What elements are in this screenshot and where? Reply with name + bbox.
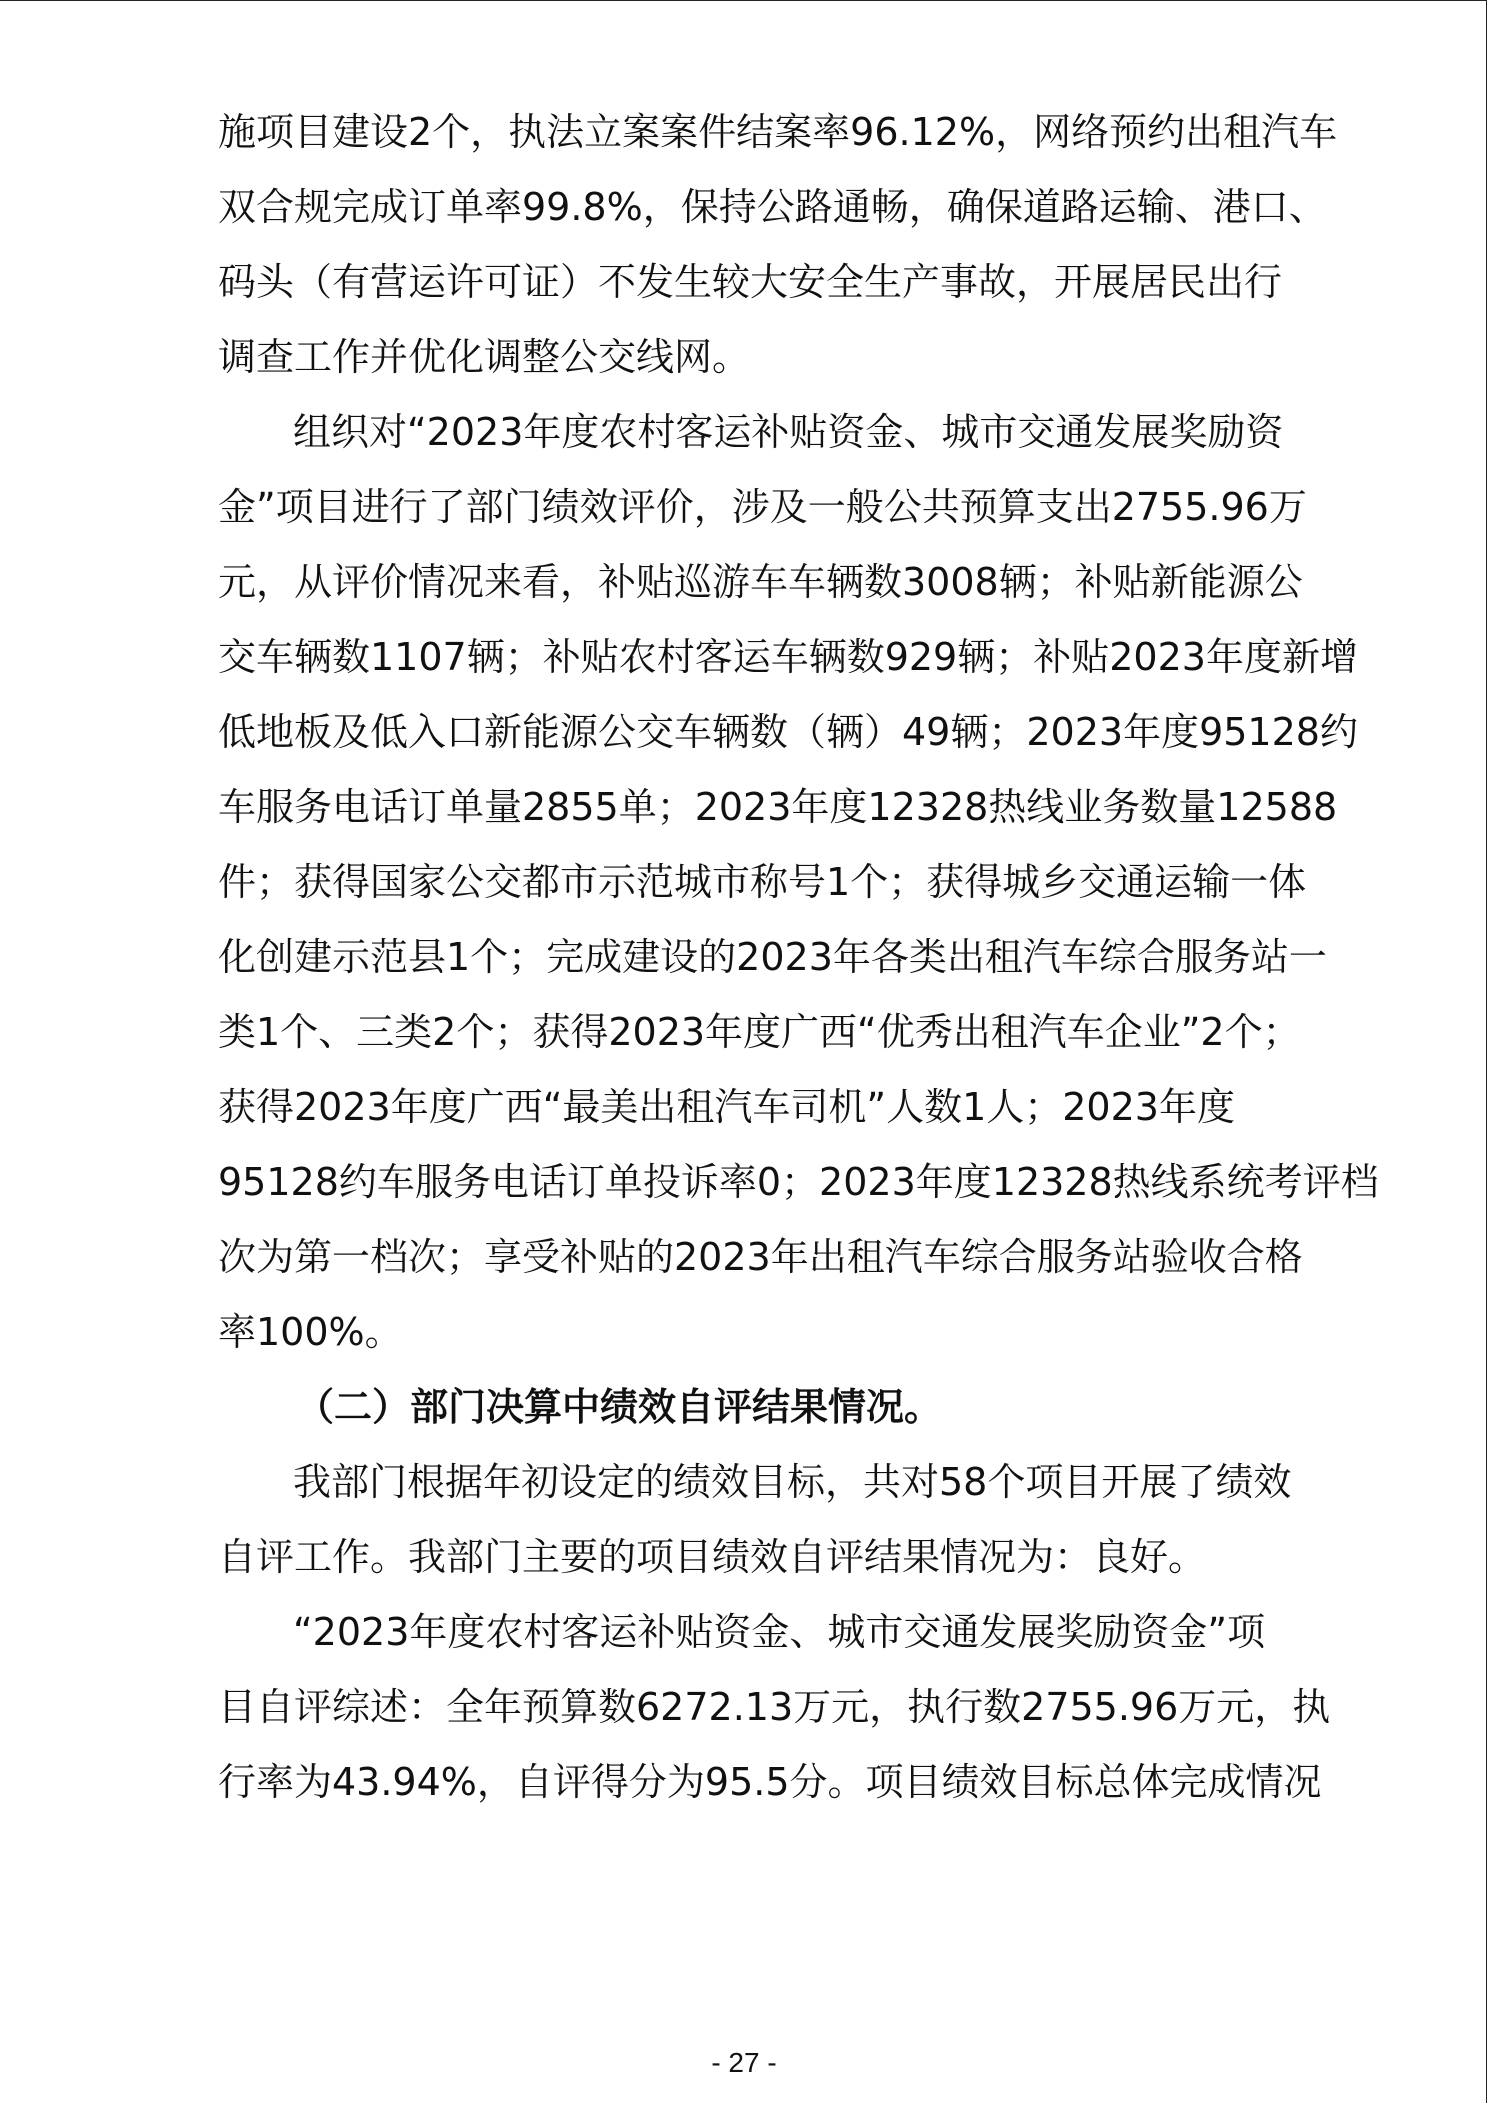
section-heading: （二）部门决算中绩效自评结果情况。: [296, 1385, 943, 1429]
paragraph-line: 组织对“2023年度农村客运补贴资金、城市交通发展奖励资: [293, 410, 1284, 454]
paragraph-line: 件；获得国家公交都市示范城市称号1个；获得城乡交通运输一体: [218, 860, 1307, 904]
paragraph-line: 化创建示范县1个；完成建设的2023年各类出租汽车综合服务站一: [218, 935, 1327, 979]
paragraph-line: 我部门根据年初设定的绩效目标，共对58个项目开展了绩效: [293, 1460, 1292, 1504]
paragraph-line: 低地板及低入口新能源公交车辆数（辆）49辆；2023年度95128约: [218, 710, 1358, 754]
paragraph-line: 码头（有营运许可证）不发生较大安全生产事故，开展居民出行: [218, 260, 1283, 304]
paragraph-line: 类1个、三类2个；获得2023年度广西“优秀出租汽车企业”2个；: [218, 1010, 1301, 1054]
paragraph-line: 率100%。: [218, 1310, 403, 1354]
paragraph-line: 双合规完成订单率99.8%，保持公路通畅，确保道路运输、港口、: [218, 185, 1327, 229]
paragraph-line: 自评工作。我部门主要的项目绩效自评结果情况为：良好。: [218, 1535, 1207, 1579]
page-number: - 27 -: [711, 2047, 777, 2078]
paragraph-line: 获得2023年度广西“最美出租汽车司机”人数1人；2023年度: [218, 1085, 1235, 1129]
paragraph-line: 目自评综述：全年预算数6272.13万元，执行数2755.96万元，执: [218, 1685, 1331, 1729]
paragraph-line: 车服务电话订单量2855单；2023年度12328热线业务数量12588: [218, 785, 1338, 829]
paragraph-line: 95128约车服务电话订单投诉率0；2023年度12328热线系统考评档: [218, 1160, 1379, 1204]
paragraph-line: 交车辆数1107辆；补贴农村客运车辆数929辆；补贴2023年度新增: [218, 635, 1358, 679]
paragraph-line: 元，从评价情况来看，补贴巡游车车辆数3008辆；补贴新能源公: [218, 560, 1303, 604]
paragraph-line: 施项目建设2个，执法立案案件结案率96.12%，网络预约出租汽车: [218, 110, 1338, 154]
paragraph-line: 行率为43.94%，自评得分为95.5分。项目绩效目标总体完成情况: [218, 1760, 1322, 1804]
paragraph-line: 调查工作并优化调整公交线网。: [218, 335, 751, 379]
document-body: [218, 95, 1379, 1820]
paragraph-line: 金”项目进行了部门绩效评价，涉及一般公共预算支出2755.96万: [218, 485, 1307, 529]
paragraph-line: “2023年度农村客运补贴资金、城市交通发展奖励资金”项: [293, 1610, 1266, 1654]
paragraph-line: 次为第一档次；享受补贴的2023年出租汽车综合服务站验收合格: [218, 1235, 1303, 1279]
